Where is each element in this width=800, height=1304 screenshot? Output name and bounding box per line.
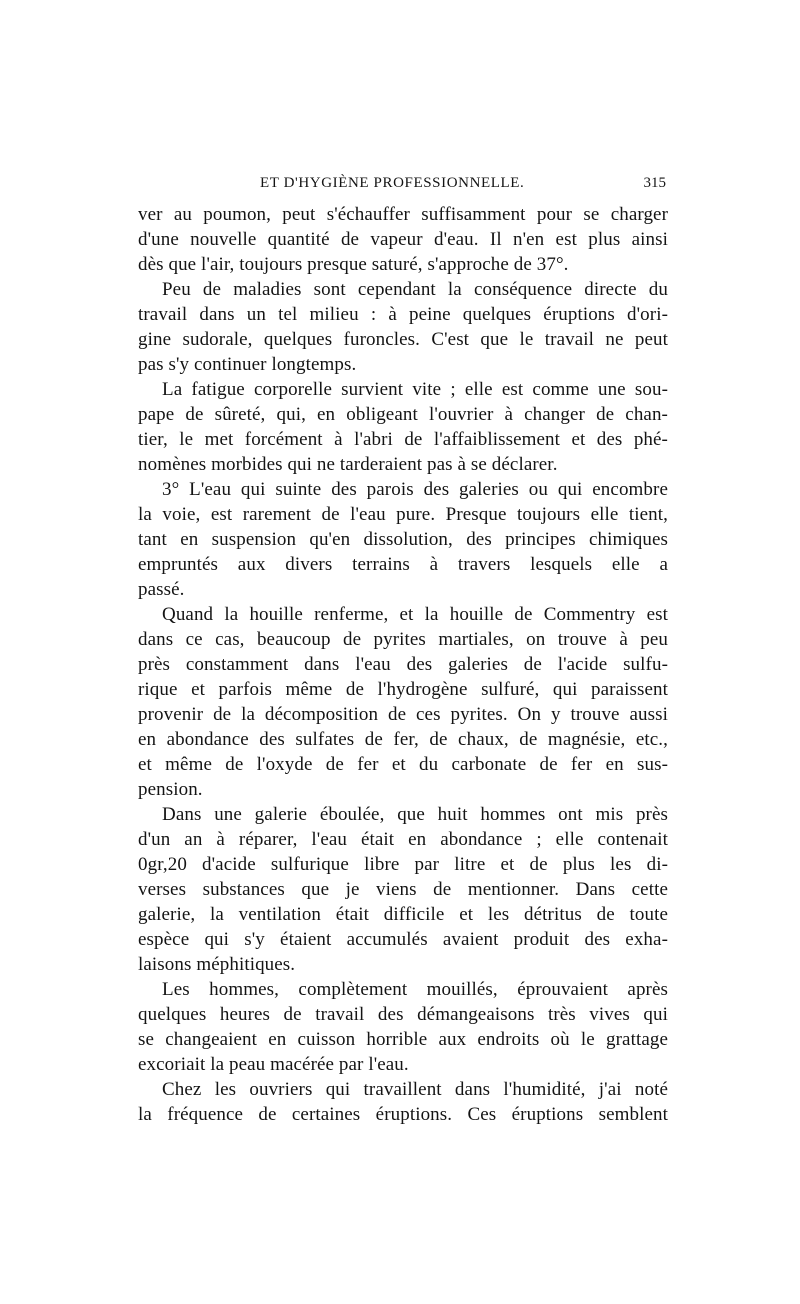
text-line: travail dans un tel milieu : à peine quelques éruptions d'ori- [138,304,668,325]
text-line: espèce qui s'y étaient accumulés avaient produit des exha- [138,929,668,950]
text-line: la fréquence de certaines éruptions. Ces éruptions semblent [138,1104,668,1125]
text-line: Dans une galerie éboulée, que huit hommes ont mis près [162,804,668,825]
text-line: 0gr,20 d'acide sulfurique libre par litre et de plus les di- [138,854,668,875]
text-line: excoriait la peau macérée par l'eau. [138,1054,409,1075]
text-line: en abondance des sulfates de fer, de chaux, de magnésie, etc., [138,729,668,750]
text-line: galerie, la ventilation était difficile et les détritus de toute [138,904,668,925]
text-line: tant en suspension qu'en dissolution, des principes chimiques [138,529,668,550]
text-line: pension. [138,779,203,800]
text-line: nomènes morbides qui ne tarderaient pas à se déclarer. [138,454,558,475]
text-line: ver au poumon, peut s'échauffer suffisamment pour se charger [138,204,668,225]
text-line: d'un an à réparer, l'eau était en abondance ; elle contenait [138,829,668,850]
text-line: gine sudorale, quelques furoncles. C'est que le travail ne peut [138,329,668,350]
text-line: près constamment dans l'eau des galeries de l'acide sulfu- [138,654,668,675]
text-line: se changeaient en cuisson horrible aux endroits où le grattage [138,1029,668,1050]
running-head [138,175,668,197]
body-text [138,202,668,1127]
text-line: quelques heures de travail des démangeaisons très vives qui [138,1004,668,1025]
running-title: ET D'HYGIÈNE PROFESSIONNELLE. [260,175,525,191]
bottom-margin [0,1140,800,1304]
text-line: empruntés aux divers terrains à travers lesquels elle a [138,554,668,575]
text-line: laisons méphitiques. [138,954,296,975]
text-line: 3° L'eau qui suinte des parois des galeries ou qui encombre [162,479,668,500]
text-line: dans ce cas, beaucoup de pyrites martiales, on trouve à peu [138,629,668,650]
text-line: dès que l'air, toujours presque saturé, s'approche de 37°. [138,254,569,275]
text-line: d'une nouvelle quantité de vapeur d'eau. Il n'en est plus ainsi [138,229,668,250]
text-line: verses substances que je viens de mentionner. Dans cette [138,879,668,900]
text-line: La fatigue corporelle survient vite ; elle est comme une sou- [162,379,668,400]
text-line: Peu de maladies sont cependant la conséquence directe du [162,279,668,300]
text-line: la voie, est rarement de l'eau pure. Presque toujours elle tient, [138,504,668,525]
text-line: et même de l'oxyde de fer et du carbonate de fer en sus- [138,754,668,775]
page-number: 315 [643,175,666,191]
text-line: tier, le met forcément à l'abri de l'affaiblissement et des phé- [138,429,668,450]
text-line: Les hommes, complètement mouillés, éprouvaient après [162,979,668,1000]
text-line: rique et parfois même de l'hydrogène sulfuré, qui paraissent [138,679,668,700]
text-line: passé. [138,579,185,600]
text-line: provenir de la décomposition de ces pyrites. On y trouve aussi [138,704,668,725]
text-line: Quand la houille renferme, et la houille de Commentry est [162,604,668,625]
text-line: Chez les ouvriers qui travaillent dans l'humidité, j'ai noté [162,1079,668,1100]
text-line: pas s'y continuer longtemps. [138,354,357,375]
text-line: pape de sûreté, qui, en obligeant l'ouvrier à changer de chan- [138,404,668,425]
